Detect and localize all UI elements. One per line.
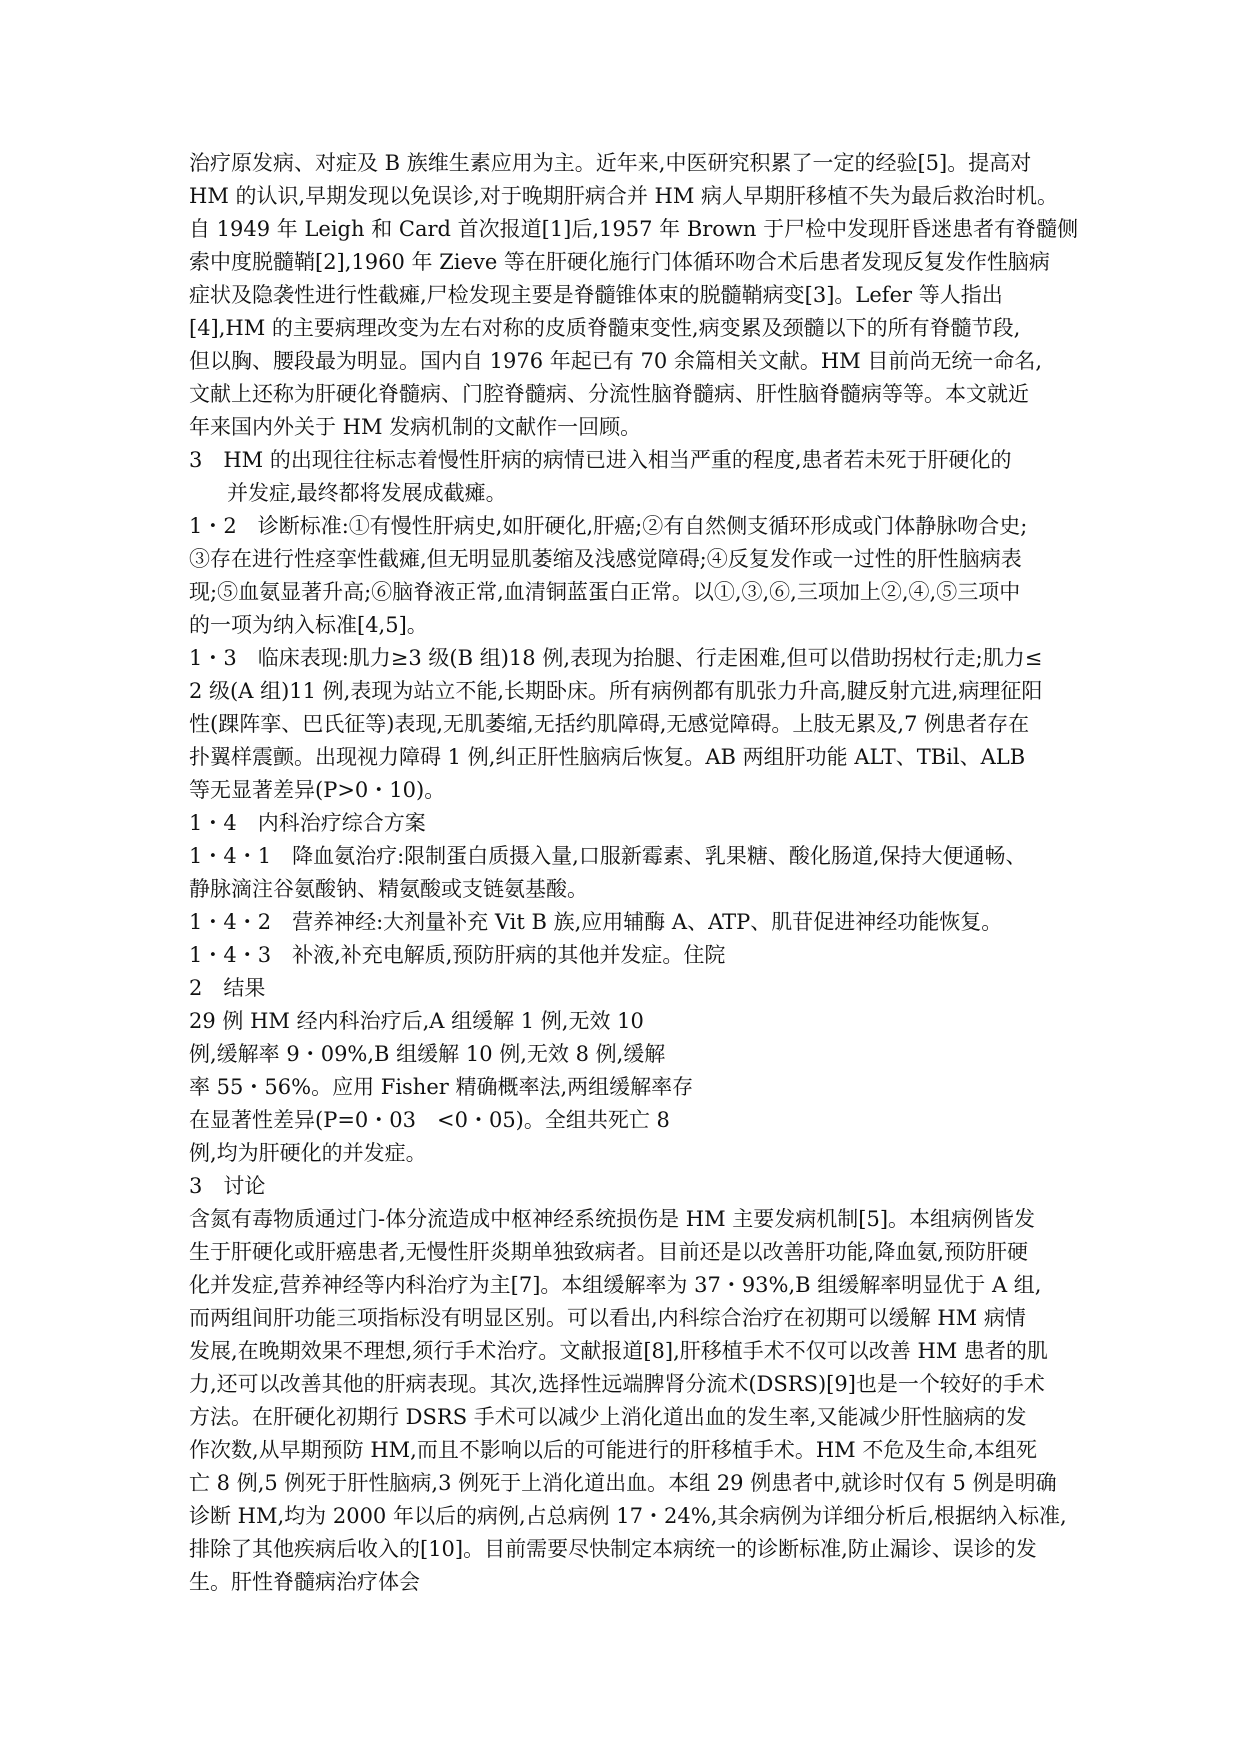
text-line: 治疗原发病、对症及 B 族维生素应用为主。近年来,中医研究积累了一定的经验[5]。提高对 xyxy=(189,151,1032,175)
text-line: 例,均为肝硬化的并发症。 xyxy=(189,1141,427,1165)
text-line: 例,缓解率 9・09%,B 组缓解 10 例,无效 8 例,缓解 xyxy=(189,1042,666,1066)
text-line: 排除了其他疾病后收入的[10]。目前需要尽快制定本病统一的诊断标准,防止漏诊、误诊的发 xyxy=(189,1537,1037,1561)
text-line: 但以胸、腰段最为明显。国内自 1976 年起已有 70 余篇相关文献。HM 目前尚无统一命名, xyxy=(189,349,1043,373)
text-line: 并发症,最终都将发展成截瘫。 xyxy=(227,481,507,505)
text-line: 年来国内外关于 HM 发病机制的文献作一回顾。 xyxy=(189,415,642,439)
text-line: 力,还可以改善其他的肝病表现。其次,选择性远端脾肾分流术(DSRS)[9]也是一个较好的手术 xyxy=(189,1372,1045,1396)
text-line: 化并发症,营养神经等内科治疗为主[7]。本组缓解率为 37・93%,B 组缓解率明显优于 A 组, xyxy=(189,1273,1042,1297)
text-line: 方法。在肝硬化初期行 DSRS 手术可以减少上消化道出血的发生率,又能减少肝性脑病的发 xyxy=(189,1405,1027,1429)
section-line: 1・3 临床表现:肌力≥3 级(B 组)18 例,表现为抬腿、行走困难,但可以借助拐杖行走;肌力≤ xyxy=(189,646,1043,670)
section-line: 1・4・2 营养神经:大剂量补充 Vit B 族,应用辅酶 A、ATP、肌苷促进神经功能恢复。 xyxy=(189,910,1003,934)
text-line: ③存在进行性痉挛性截瘫,但无明显肌萎缩及浅感觉障碍;④反复发作或一过性的肝性脑病表 xyxy=(189,547,1022,571)
text-line: 含氮有毒物质通过门-体分流造成中枢神经系统损伤是 HM 主要发病机制[5]。本组病例皆发 xyxy=(189,1207,1036,1231)
section-line: 1・2 诊断标准:①有慢性肝病史,如肝硬化,肝癌;②有自然侧支循环形成或门体静脉吻合史; xyxy=(189,514,1028,538)
text-line: 诊断 HM,均为 2000 年以后的病例,占总病例 17・24%,其余病例为详细分析后,根据纳入标准, xyxy=(189,1504,1067,1528)
text-line: 的一项为纳入标准[4,5]。 xyxy=(189,613,428,637)
text-line: [4],HM 的主要病理改变为左右对称的皮质脊髓束变性,病变累及颈髓以下的所有脊髓节段, xyxy=(189,316,1021,340)
text-line: 亡 8 例,5 例死于肝性脑病,3 例死于上消化道出血。本组 29 例患者中,就诊时仅有 5 例是明确 xyxy=(189,1471,1057,1495)
text-line: 现;⑤血氨显著升高;⑥脑脊液正常,血清铜蓝蛋白正常。以①,③,⑥,三项加上②,④,⑤三项中 xyxy=(189,580,1021,604)
text-line: 扑翼样震颤。出现视力障碍 1 例,纠正肝性脑病后恢复。AB 两组肝功能 ALT、TBil、ALB xyxy=(189,745,1026,769)
section-heading: 2 结果 xyxy=(189,976,266,1000)
text-line: 率 55・56%。应用 Fisher 精确概率法,两组缓解率存 xyxy=(189,1075,694,1099)
text-line: 29 例 HM 经内科治疗后,A 组缓解 1 例,无效 10 xyxy=(189,1009,644,1033)
text-line: 2 级(A 组)11 例,表现为站立不能,长期卧床。所有病例都有肌张力升高,腱反射亢进,病理征阳 xyxy=(189,679,1043,703)
text-line: 生于肝硬化或肝癌患者,无慢性肝炎期单独致病者。目前还是以改善肝功能,降血氨,预防肝硬 xyxy=(189,1240,1029,1264)
text-line: 症状及隐袭性进行性截瘫,尸检发现主要是脊髓锥体束的脱髓鞘病变[3]。Lefer 等人指出 xyxy=(189,283,1003,307)
text-line: 性(踝阵挛、巴氏征等)表现,无肌萎缩,无括约肌障碍,无感觉障碍。上肢无累及,7 例患者存在 xyxy=(189,712,1030,736)
text-line: 静脉滴注谷氨酸钠、精氨酸或支链氨基酸。 xyxy=(189,877,588,901)
section-line: 1・4・1 降血氨治疗:限制蛋白质摄入量,口服新霉素、乳果糖、酸化肠道,保持大便通畅、 xyxy=(189,844,1027,868)
section-line: 3 HM 的出现往往标志着慢性肝病的病情已进入相当严重的程度,患者若未死于肝硬化的 xyxy=(189,448,1012,472)
text-line: 索中度脱髓鞘[2],1960 年 Zieve 等在肝硬化施行门体循环吻合术后患者发现反复发作性脑病 xyxy=(189,250,1050,274)
section-heading: 1・4 内科治疗综合方案 xyxy=(189,811,426,835)
text-line: 发展,在晚期效果不理想,须行手术治疗。文献报道[8],肝移植手术不仅可以改善 HM 患者的肌 xyxy=(189,1339,1048,1363)
text-line: HM 的认识,早期发现以免误诊,对于晚期肝病合并 HM 病人早期肝移植不失为最后救治时机。 xyxy=(189,184,1059,208)
section-heading: 3 讨论 xyxy=(189,1174,266,1198)
text-line: 作次数,从早期预防 HM,而且不影响以后的可能进行的肝移植手术。HM 不危及生命,本组死 xyxy=(189,1438,1038,1462)
document-body xyxy=(189,147,1079,1599)
text-line: 自 1949 年 Leigh 和 Card 首次报道[1]后,1957 年 Brown 于尸检中发现肝昏迷患者有脊髓侧 xyxy=(189,217,1079,241)
text-line: 文献上还称为肝硬化脊髓病、门腔脊髓病、分流性脑脊髓病、肝性脑脊髓病等等。本文就近 xyxy=(189,382,1029,406)
text-line: 生。肝性脊髓病治疗体会 xyxy=(189,1570,420,1594)
section-line: 1・4・3 补液,补充电解质,预防肝病的其他并发症。住院 xyxy=(189,943,726,967)
text-line: 而两组间肝功能三项指标没有明显区别。可以看出,内科综合治疗在初期可以缓解 HM 病情 xyxy=(189,1306,1026,1330)
text-line: 等无显著差异(P>0・10)。 xyxy=(189,778,446,802)
text-line: 在显著性差异(P=0・03 <0・05)。全组共死亡 8 xyxy=(189,1108,670,1132)
